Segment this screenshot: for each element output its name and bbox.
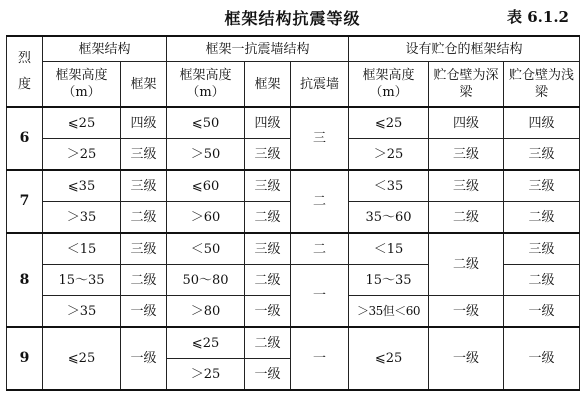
table-cell: 三级 (245, 233, 291, 265)
table-cell: 二级 (245, 265, 291, 296)
intensity-cell: 9 (7, 327, 43, 390)
intensity-header (7, 36, 43, 107)
table-cell: 四级 (429, 107, 504, 139)
table-cell: 三级 (121, 139, 167, 171)
table-cell: ＞50 (167, 139, 245, 171)
table-cell: ＞35 (43, 202, 121, 234)
table-cell: ＜15 (349, 233, 429, 265)
table-cell: ＞25 (167, 359, 245, 391)
table-cell: ＞80 (167, 296, 245, 328)
group-frame-header: 框架结构 (43, 36, 167, 62)
table-cell: 三级 (504, 170, 580, 202)
table-cell: ⩽25 (43, 107, 121, 139)
bin-shallow-header: 贮仓壁为浅梁 (504, 62, 580, 108)
table-cell: 50～80 (167, 265, 245, 296)
table-cell: 三级 (429, 170, 504, 202)
table-number: 表 6.1.2 (507, 8, 569, 26)
table-cell: 二 (291, 170, 349, 233)
table-title: 框架结构抗震等级 (224, 9, 361, 28)
table-row (7, 170, 580, 202)
table-cell: 二级 (429, 202, 504, 234)
table-cell: 三级 (504, 139, 580, 171)
table-cell: 三级 (245, 139, 291, 171)
table-cell: 四级 (245, 107, 291, 139)
title-row (0, 0, 585, 34)
table-row (7, 233, 580, 265)
table-cell: ＞35但＜60 (349, 296, 429, 328)
table-cell: 三 (291, 107, 349, 170)
fw-frame-header: 框架 (245, 62, 291, 108)
table-row (7, 327, 580, 359)
fw-height-header: 框架高度（m） (167, 62, 245, 108)
table-cell: 二级 (245, 327, 291, 359)
table-cell: ＞25 (43, 139, 121, 171)
table-cell: 三级 (429, 139, 504, 171)
table-cell: 二级 (429, 233, 504, 296)
table-cell: ⩽25 (349, 327, 429, 390)
table-cell: 一级 (245, 296, 291, 328)
group-frame-wall-header: 框架一抗震墙结构 (167, 36, 349, 62)
table-cell: ＜15 (43, 233, 121, 265)
seismic-grade-table (6, 35, 580, 391)
table-cell: 一级 (245, 359, 291, 391)
table-cell: ⩽60 (167, 170, 245, 202)
fw-wall-header: 抗震墙 (291, 62, 349, 108)
table-row (7, 107, 580, 139)
table-cell: ⩽50 (167, 107, 245, 139)
table-cell: 三级 (245, 170, 291, 202)
table-cell: 一级 (504, 327, 580, 390)
intensity-cell: 8 (7, 233, 43, 327)
table-cell: 一级 (121, 327, 167, 390)
intensity-cell: 7 (7, 170, 43, 233)
table-cell: 15～35 (43, 265, 121, 296)
table-cell: ＜35 (349, 170, 429, 202)
table-cell: ⩽25 (167, 327, 245, 359)
header-row-1 (7, 36, 580, 62)
bin-height-header: 框架高度（m） (349, 62, 429, 108)
table-cell: 一级 (504, 296, 580, 328)
table-cell: 三级 (504, 233, 580, 265)
table-cell: 15～35 (349, 265, 429, 296)
table-cell: ⩽25 (43, 327, 121, 390)
table-cell: ＞25 (349, 139, 429, 171)
table-cell: 一 (291, 265, 349, 328)
frame-height-header: 框架高度（m） (43, 62, 121, 108)
table-cell: 二级 (504, 202, 580, 234)
table-cell: ＜50 (167, 233, 245, 265)
table-cell: 二级 (504, 265, 580, 296)
table-cell: ＞60 (167, 202, 245, 234)
intensity-header-bottom: 度 (17, 76, 31, 92)
table-cell: ⩽35 (43, 170, 121, 202)
intensity-header-top: 烈 (17, 50, 31, 66)
table-cell: 四级 (121, 107, 167, 139)
table-cell: 二级 (121, 202, 167, 234)
table-cell: 二 (291, 233, 349, 265)
table-cell: 二级 (245, 202, 291, 234)
table-cell: 二级 (121, 265, 167, 296)
group-bin-header: 设有贮仓的框架结构 (349, 36, 580, 62)
table-cell: 四级 (504, 107, 580, 139)
table-cell: 一级 (429, 296, 504, 328)
header-row-2 (7, 62, 580, 108)
table-cell: 一级 (121, 296, 167, 328)
table-cell: 一 (291, 327, 349, 390)
table-cell: ＞35 (43, 296, 121, 328)
table-cell: 三级 (121, 170, 167, 202)
intensity-cell: 6 (7, 107, 43, 170)
table-cell: 三级 (121, 233, 167, 265)
table-cell: 一级 (429, 327, 504, 390)
bin-deep-header: 贮仓壁为深梁 (429, 62, 504, 108)
frame-header: 框架 (121, 62, 167, 108)
table-cell: ⩽25 (349, 107, 429, 139)
table-cell: 35～60 (349, 202, 429, 234)
